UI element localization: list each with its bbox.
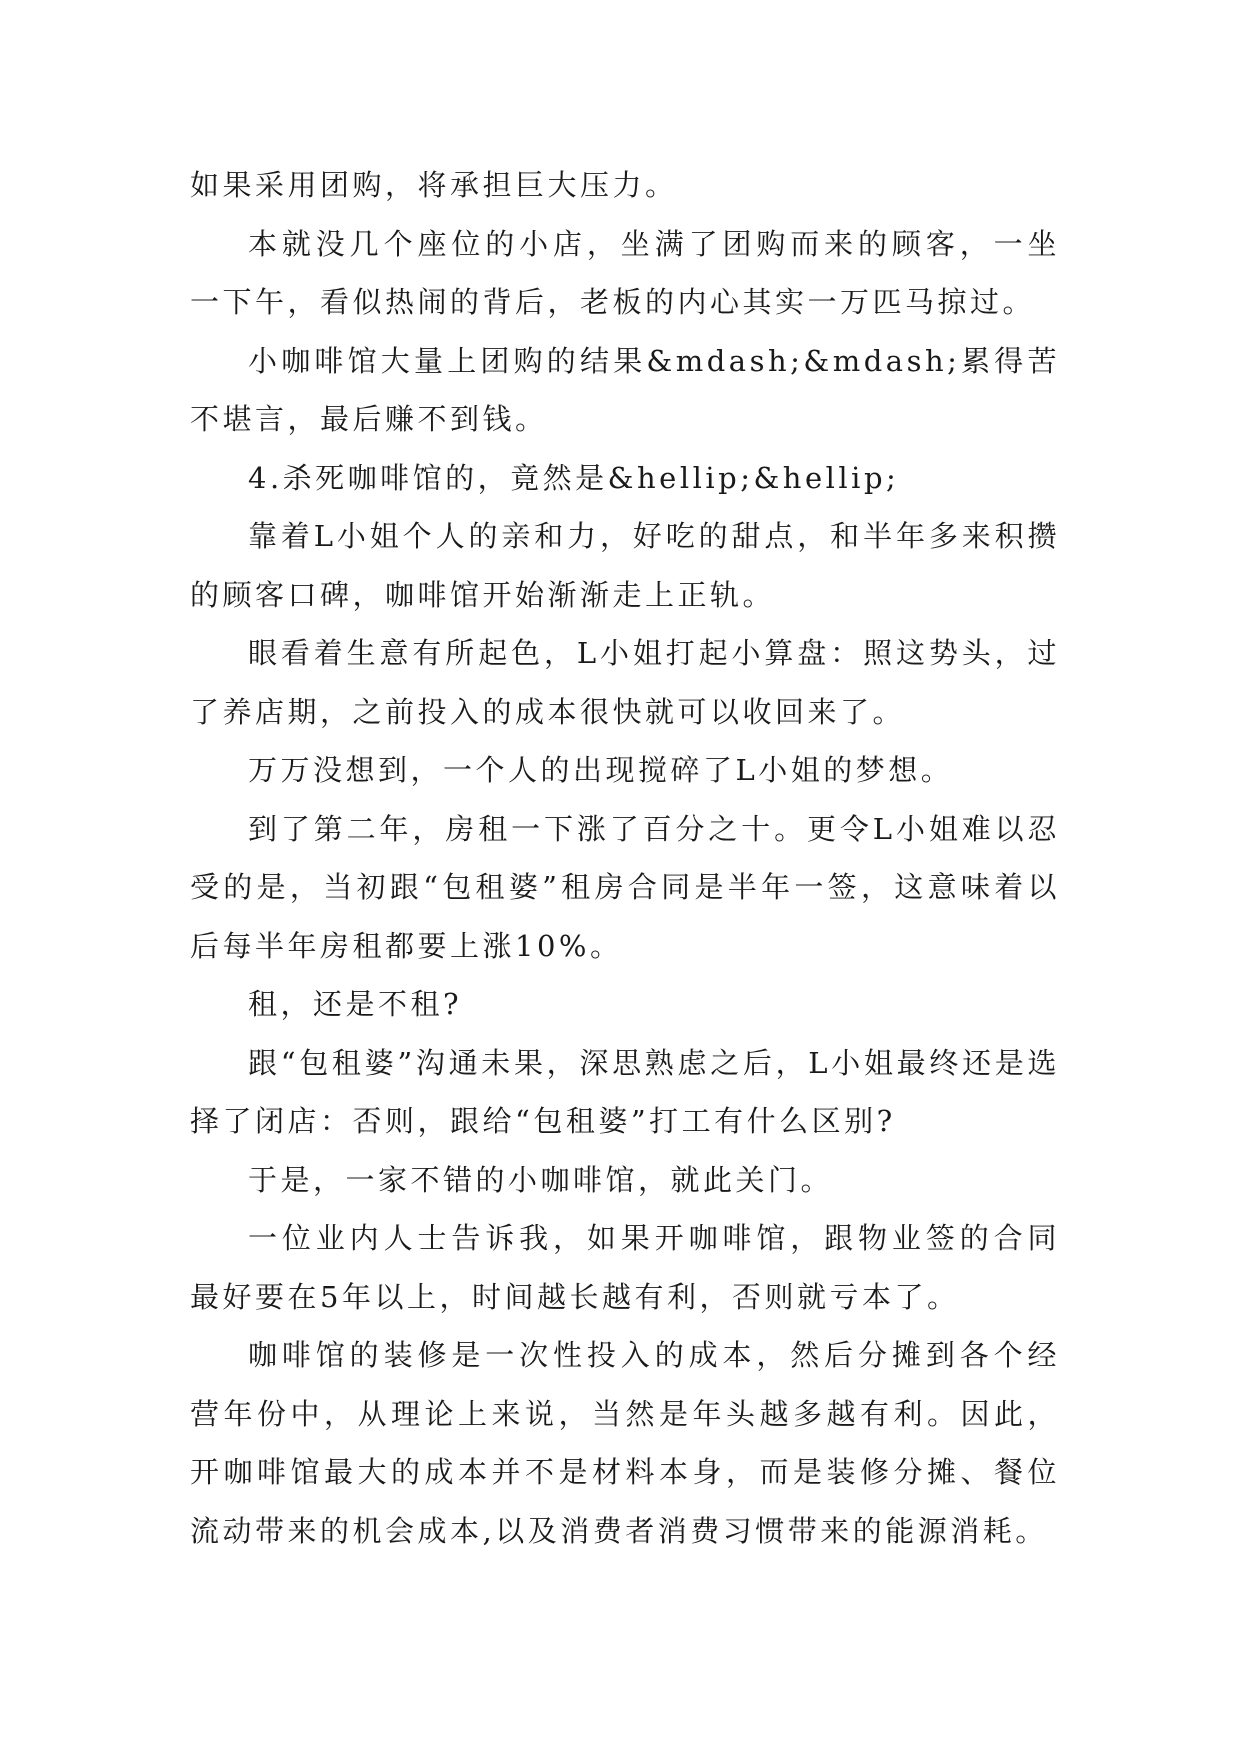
paragraph: 万万没想到，一个人的出现搅碎了L小姐的梦想。 xyxy=(248,753,954,787)
paragraph: 跟“包租婆”沟通未果，深思熟虑之后，L小姐最终还是选择了闭店：否则，跟给“包租婆”打工有什么区别? xyxy=(190,1045,1060,1138)
paragraph: 租，还是不租? xyxy=(248,987,463,1021)
paragraph: 本就没几个座位的小店，坐满了团购而来的顾客，一坐一下午，看似热闹的背后，老板的内心其实一万匹马掠过。 xyxy=(190,226,1060,319)
paragraph: 如果采用团购，将承担巨大压力。 xyxy=(190,168,678,202)
section-heading: 4.杀死咖啡馆的，竟然是&hellip;&hellip; xyxy=(248,460,900,495)
paragraph: 到了第二年，房租一下涨了百分之十。更令L小姐难以忍受的是，当初跟“包租婆”租房合同是半年一签，这意味着以后每半年房租都要上涨10%。 xyxy=(190,811,1060,963)
paragraph: 小咖啡馆大量上团购的结果&mdash;&mdash;累得苦不堪言，最后赚不到钱。 xyxy=(190,343,1060,436)
paragraph: 于是，一家不错的小咖啡馆，就此关门。 xyxy=(248,1162,834,1197)
paragraph: 靠着L小姐个人的亲和力，好吃的甜点，和半年多来积攒的顾客口碑，咖啡馆开始渐渐走上正轨。 xyxy=(190,519,1060,612)
paragraph: 一位业内人士告诉我，如果开咖啡馆，跟物业签的合同最好要在5年以上，时间越长越有利，否则就亏本了。 xyxy=(190,1221,1060,1314)
paragraph: 咖啡馆的装修是一次性投入的成本，然后分摊到各个经营年份中，从理论上来说，当然是年头越多越有利。因此，开咖啡馆最大的成本并不是材料本身，而是装修分摊、餐位流动带来的机会成本,以及消费者消费习惯带来的能源消耗。 xyxy=(190,1338,1060,1548)
body-text xyxy=(190,156,1060,1560)
paragraph: 眼看着生意有所起色，L小姐打起小算盘：照这势头，过了养店期，之前投入的成本很快就可以收回来了。 xyxy=(190,636,1060,729)
